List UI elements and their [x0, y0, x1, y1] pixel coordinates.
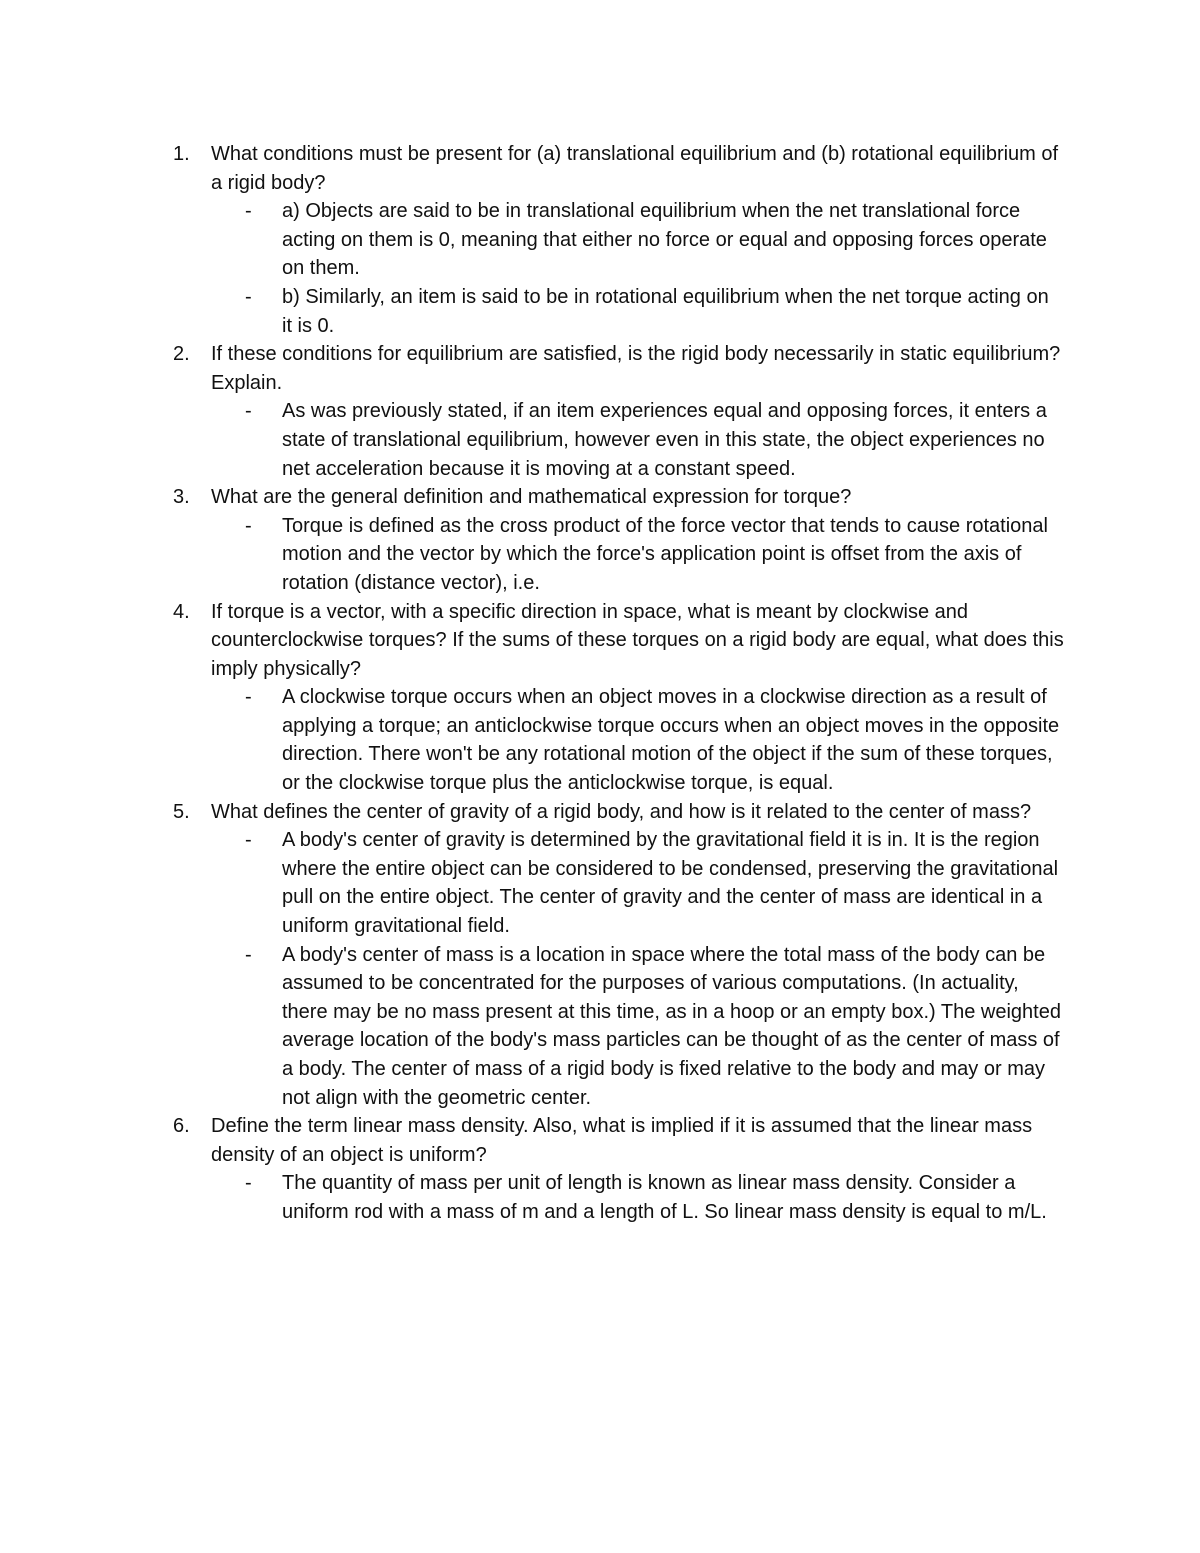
answer-text: a) Objects are said to be in translational equilibrium when the net translational force acting on them is 0, meaning that either no force or equal and opposing forces operate on them.	[282, 200, 1047, 280]
answer-item	[0, 1169, 1200, 1226]
answer-text: As was previously stated, if an item experiences equal and opposing forces, it enters a state of translational equilibrium, however even in this state, the object experiences no net acceleration because it is moving at a constant speed.	[282, 400, 1047, 480]
answer-text: A clockwise torque occurs when an object moves in a clockwise direction as a result of applying a torque; an anticlockwise torque occurs when an object moves in the opposite direction. There won't be any rotational motion of the object if the sum of these torques, or the clockwise torque plus the anticlockwise torque, is equal.	[282, 686, 1060, 795]
question-item	[0, 798, 1200, 827]
question-text: What conditions must be present for (a) translational equilibrium and (b) rotational equilibrium of a rigid body?	[211, 143, 1059, 194]
bullet-dash: -	[245, 1172, 252, 1195]
bullet-dash: -	[245, 514, 252, 537]
answer-text: Torque is defined as the cross product of the force vector that tends to cause rotational motion and the vector by which the force's application point is offset from the axis of rotation (distance vector), i.e.	[282, 514, 1048, 594]
question-item	[0, 340, 1200, 397]
answer-text: b) Similarly, an item is said to be in rotational equilibrium when the net torque acting on it is 0.	[282, 285, 1049, 337]
answer-item	[0, 197, 1200, 283]
question-number: 3.	[173, 486, 190, 509]
answer-item	[0, 941, 1200, 1113]
answer-item	[0, 283, 1200, 340]
answer-text: A body's center of mass is a location in space where the total mass of the body can be assumed to be concentrated for the purposes of various computations. (In actuality, there may be no mass present at this time, as in a hoop or an empty box.) The weighted average location of the body's mass particles can be thought of as the center of mass of a body. The center of mass of a rigid body is fixed relative to the body and may or may not align with the geometric center.	[282, 943, 1061, 1109]
bullet-dash: -	[245, 943, 252, 966]
answer-item	[0, 397, 1200, 483]
question-number: 6.	[173, 1115, 190, 1138]
answer-item	[0, 683, 1200, 797]
question-number: 2.	[173, 343, 190, 366]
answer-item	[0, 826, 1200, 940]
bullet-dash: -	[245, 686, 252, 709]
question-text: What defines the center of gravity of a rigid body, and how is it related to the center of mass?	[211, 800, 1032, 823]
bullet-dash: -	[245, 400, 252, 423]
question-text: If these conditions for equilibrium are satisfied, is the rigid body necessarily in static equilibrium? Explain.	[211, 343, 1061, 394]
bullet-dash: -	[245, 829, 252, 852]
question-item	[0, 483, 1200, 512]
question-number: 4.	[173, 600, 190, 623]
question-text: If torque is a vector, with a specific direction in space, what is meant by clockwise and counterclockwise torques? If the sums of these torques on a rigid body are equal, what does this imply physically?	[211, 600, 1064, 680]
question-item	[0, 140, 1200, 197]
answer-text: A body's center of gravity is determined by the gravitational field it is in. It is the region where the entire object can be considered to be condensed, preserving the gravitational pull on the entire object. The center of gravity and the center of mass are identical in a uniform gravitational field.	[282, 829, 1059, 938]
question-text: Define the term linear mass density. Also, what is implied if it is assumed that the linear mass density of an object is uniform?	[211, 1115, 1033, 1166]
question-text: What are the general definition and mathematical expression for torque?	[211, 486, 852, 509]
question-list	[0, 140, 1200, 1227]
question-item	[0, 598, 1200, 684]
question-number: 1.	[173, 143, 190, 165]
question-item	[0, 1112, 1200, 1169]
answer-item	[0, 512, 1200, 598]
bullet-dash: -	[245, 285, 252, 308]
question-number: 5.	[173, 800, 190, 823]
answer-text: The quantity of mass per unit of length is known as linear mass density. Consider a uniform rod with a mass of m and a length of L. So linear mass density is equal to m/L.	[282, 1172, 1047, 1223]
bullet-dash: -	[245, 200, 252, 223]
